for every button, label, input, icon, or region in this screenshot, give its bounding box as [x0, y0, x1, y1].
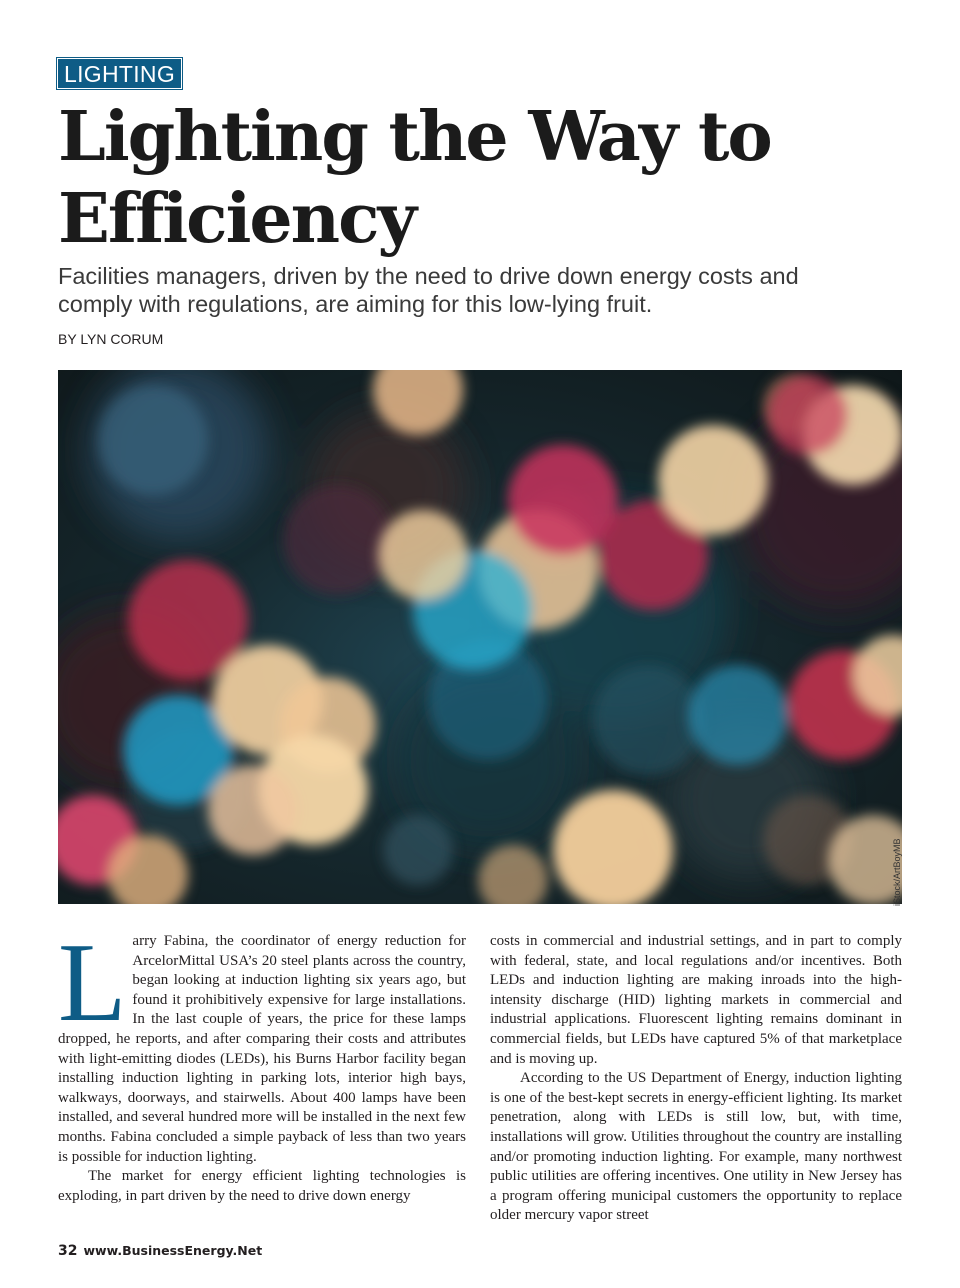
page-number: 32	[58, 1243, 78, 1259]
section-tag: LIGHTING	[58, 59, 181, 88]
page-footer	[58, 1243, 262, 1259]
article-paragraph: costs in commercial and industrial settings, and in part to comply with federal, state, and local regulations and/or incentives. Both LEDs and induction lighting are making inroads into the high-intensity discharge (HID) lighting markets in commercial and industrial applications. Fluorescent lighting remains dominant in commercial fields, but LEDs have captured 5% of that marketplace and is moving up.	[490, 933, 902, 1067]
article-paragraph: Larry Fabina, the coordinator of energy reduction for ArcelorMittal USA’s 20 steel plants across the country, began looking at induction lighting six years ago, but found it prohibitively expensive for large installations. In the last couple of years, the price for these lamps dropped, he reports, and after comparing their costs and attributes with light-emitting diodes (LEDs), his Burns Harbor facility began installing induction lighting in parking lots, interior high bays, walkways, doorways, and stairwells. About 400 lamps have been installed, and several hundred more will be installed in the next few months. Fabina concluded a simple payback of less than two years is possible for induction lighting.	[58, 921, 466, 1165]
byline: BY LYN CORUM	[58, 331, 164, 347]
article-column-right	[490, 932, 902, 1226]
website-link[interactable]: www.BusinessEnergy.Net	[83, 1243, 263, 1258]
article-paragraph: The market for energy efficient lighting technologies is exploding, in part driven by the need to drive down energy	[58, 1168, 466, 1204]
article-deck: Facilities managers, driven by the need to drive down energy costs and comply with regulations, are aiming for this low-lying fruit.	[58, 263, 799, 317]
article-headline: Lighting the Way to Efficiency	[58, 97, 771, 259]
article-column-left	[58, 921, 466, 1206]
drop-cap: L	[58, 921, 127, 1045]
article-paragraph: According to the US Department of Energy, induction lighting is one of the best-kept secrets in energy-efficient lighting. Its market penetration, along with LEDs is still low, but, with time, installations will grow. Utilities throughout the country are installing and/or promoting induction lighting. For example, many northwest public utilities are offering incentives. One utility in New Jersey has a program offering municipal customers the opportunity to replace older mercury vapor street	[490, 1070, 902, 1224]
bokeh-lights-photo	[58, 370, 902, 904]
